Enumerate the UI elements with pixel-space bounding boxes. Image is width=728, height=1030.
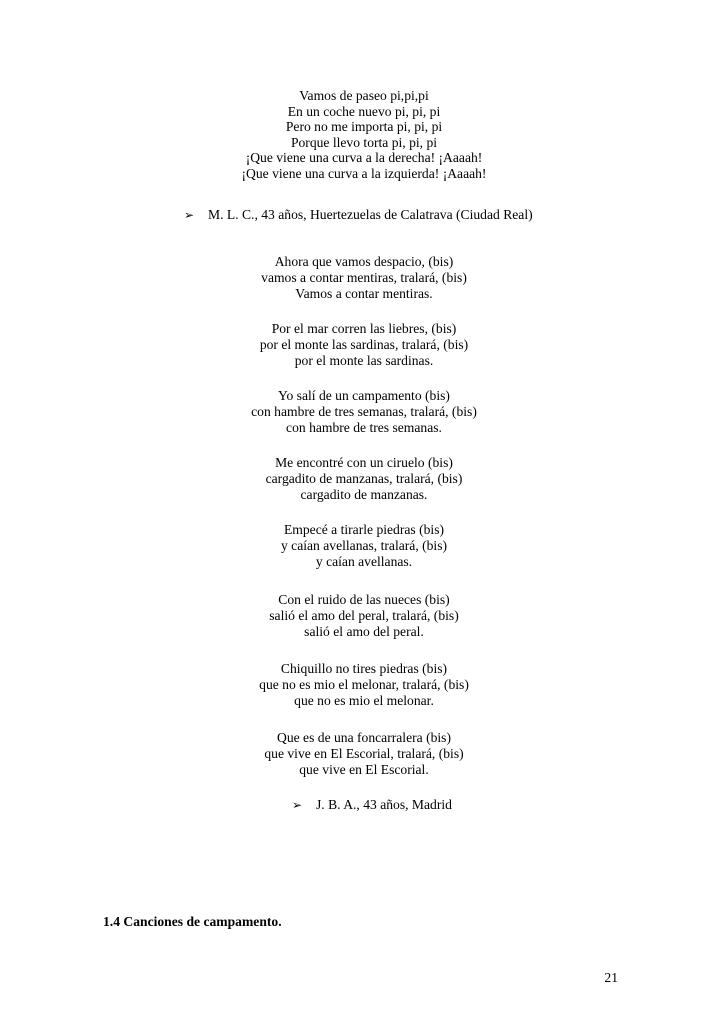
verse-line: Por el mar corren las liebres, (bis) (271, 321, 457, 336)
attribution-line (292, 796, 452, 814)
attribution-text: J. B. A., 43 años, Madrid (316, 797, 452, 812)
verse-line: Que es de una foncarralera (bis) (277, 730, 451, 745)
attribution-line (184, 206, 533, 224)
attribution-text: M. L. C., 43 años, Huertezuelas de Calatrava (Ciudad Real) (208, 207, 533, 222)
verse-line: ¡Que viene una curva a la izquierda! ¡Aaaah! (241, 165, 487, 181)
section-heading: 1.4 Canciones de campamento. (103, 914, 282, 929)
verse-line: Chiquillo no tires piedras (bis) (280, 661, 448, 676)
song-stanza (0, 321, 728, 370)
verse-line: que no es mio el melonar, tralará, (bis) (259, 677, 469, 693)
song-stanza (0, 661, 728, 710)
verse-line: Vamos de paseo pi,pi,pi (299, 88, 429, 103)
verse-line: Yo salí de un campamento (bis) (278, 388, 450, 403)
verse-line: cargadito de manzanas, tralará, (bis) (265, 471, 463, 487)
verse-line: Ahora que vamos despacio, (bis) (274, 254, 454, 269)
verse-line: que no es mio el melonar. (294, 693, 434, 709)
verse-line: cargadito de manzanas. (300, 487, 428, 503)
verse-line: Vamos a contar mentiras. (295, 286, 433, 302)
song-stanza (0, 730, 728, 779)
verse-line: En un coche nuevo pi, pi, pi (287, 103, 441, 119)
verse-line: por el monte las sardinas. (294, 353, 434, 369)
verse-line: por el monte las sardinas, tralará, (bis) (259, 337, 469, 353)
song-stanza (0, 455, 728, 504)
verse-line: Me encontré con un ciruelo (bis) (275, 455, 453, 470)
verse-line: salió el amo del peral, tralará, (bis) (269, 608, 459, 624)
song-stanza (0, 522, 728, 571)
verse-line: Porque llevo torta pi, pi, pi (290, 134, 438, 150)
page-number: 21 (604, 970, 618, 985)
verse-line: Con el ruido de las nueces (bis) (278, 592, 450, 607)
song-stanza (0, 254, 728, 303)
verse-line: con hambre de tres semanas, tralará, (bis) (251, 404, 477, 420)
intro-verse (0, 88, 728, 182)
verse-line: salió el amo del peral. (304, 624, 424, 640)
song-stanza (0, 388, 728, 437)
verse-line: y caían avellanas, tralará, (bis) (280, 538, 448, 554)
verse-line: Pero no me importa pi, pi, pi (285, 119, 443, 135)
arrowhead-bullet-icon: ➢ (292, 798, 303, 812)
verse-line: vamos a contar mentiras, tralará, (bis) (261, 270, 467, 286)
verse-line: con hambre de tres semanas. (286, 420, 442, 436)
verse-line: ¡Que viene una curva a la derecha! ¡Aaaah! (245, 150, 483, 166)
song-stanza (0, 592, 728, 641)
arrowhead-bullet-icon: ➢ (184, 208, 195, 222)
verse-line: Empecé a tirarle piedras (bis) (283, 522, 445, 537)
verse-line: que vive en El Escorial, tralará, (bis) (264, 746, 464, 762)
verse-line: que vive en El Escorial. (299, 762, 429, 778)
verse-line: y caían avellanas. (315, 554, 413, 570)
